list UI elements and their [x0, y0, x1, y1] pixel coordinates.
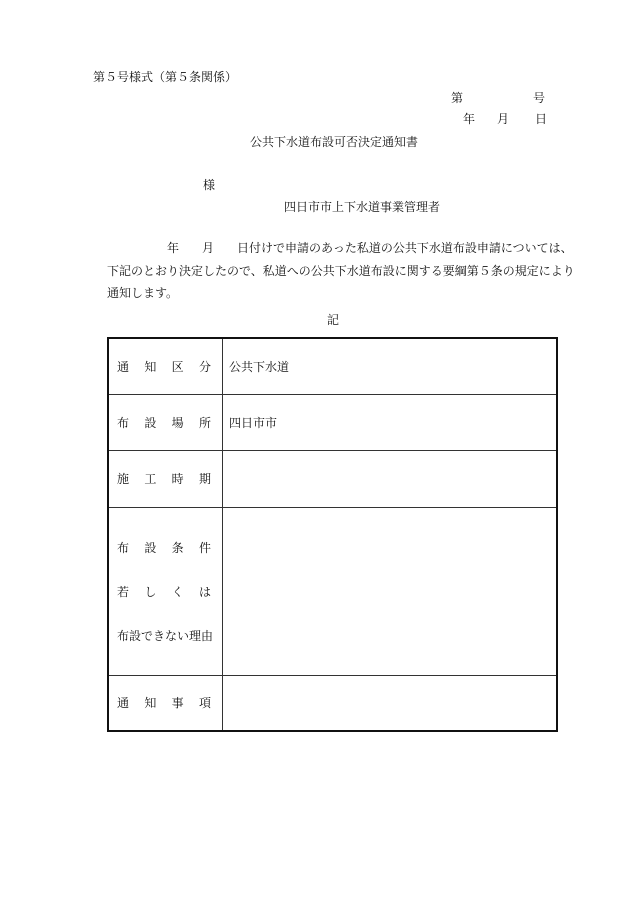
- label-char: 知: [144, 359, 157, 374]
- table-row-notice-items: [108, 675, 557, 731]
- sender-name: 四日市市上下水道事業管理者: [284, 200, 441, 214]
- body-line3: 通知します。: [107, 286, 179, 300]
- label-char: 分: [198, 359, 211, 374]
- date-year: 年: [463, 112, 476, 126]
- label-char: 所: [198, 415, 211, 430]
- label-notice-type: [108, 338, 223, 394]
- label-char: 知: [144, 696, 157, 711]
- label-char: 布: [117, 540, 130, 555]
- label-char: 項: [198, 696, 211, 711]
- label-char: 件: [198, 540, 211, 555]
- label-char: 区: [171, 359, 184, 374]
- label-location: [108, 394, 223, 450]
- label-construction-period: [108, 450, 223, 507]
- doc-number-suffix: 号: [533, 91, 546, 105]
- label-conditions: [108, 507, 223, 675]
- label-char: 通: [117, 359, 130, 374]
- label-char: し: [144, 584, 157, 599]
- addressee-suffix: 様: [203, 178, 216, 192]
- label-char: く: [171, 584, 184, 599]
- value-location: 四日市市: [223, 394, 558, 450]
- value-conditions: [223, 507, 558, 675]
- table-row-conditions: [108, 507, 557, 675]
- label-char: 設: [144, 415, 157, 430]
- label-char: 条: [171, 540, 184, 555]
- notification-table: [107, 337, 558, 732]
- document-title: 公共下水道布設可否決定通知書: [250, 135, 419, 149]
- value-notice-items: [223, 675, 558, 731]
- label-char: 場: [171, 415, 184, 430]
- label-reason: 布設できない理由: [117, 628, 214, 643]
- date-day: 日: [535, 112, 548, 126]
- label-char: 事: [171, 696, 184, 711]
- label-char: 工: [144, 472, 157, 486]
- table-row-location: [108, 394, 557, 450]
- value-notice-type: 公共下水道: [223, 338, 558, 394]
- table-row-construction-period: [108, 450, 557, 507]
- label-char: 通: [117, 696, 130, 711]
- ki-heading: 記: [327, 313, 340, 327]
- label-char: 時: [171, 472, 184, 486]
- value-construction-period: [223, 450, 558, 507]
- doc-number-prefix: 第: [451, 91, 464, 105]
- body-line1: 日付けで申請のあった私道の公共下水道布設申請については、: [237, 241, 573, 255]
- label-char: 布: [117, 415, 130, 430]
- label-notice-items: [108, 675, 223, 731]
- table-row-notice-type: [108, 338, 557, 394]
- body-line2: 下記のとおり決定したので、私道への公共下水道布設に関する要綱第５条の規定により: [107, 264, 575, 278]
- body-month: 月: [202, 241, 215, 255]
- label-char: 設: [144, 540, 157, 555]
- label-char: 期: [198, 472, 211, 486]
- form-number: 第５号様式（第５条関係）: [93, 70, 238, 84]
- label-char: 施: [117, 472, 130, 486]
- label-char: 若: [117, 584, 130, 599]
- label-char: は: [198, 584, 211, 599]
- date-month: 月: [497, 112, 510, 126]
- body-year: 年: [167, 241, 180, 255]
